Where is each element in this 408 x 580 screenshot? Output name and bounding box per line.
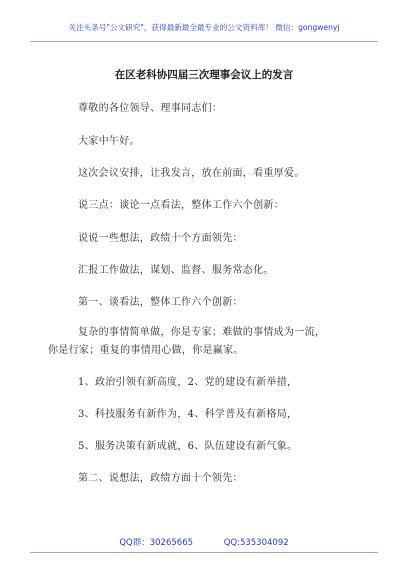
paragraph: 这次会议安排，让我发言，放在前面，看重厚爱。 — [78, 168, 305, 179]
header-notice: 关注头条号"公文研究"，获得最新最全最专业的公文资料库！ 微信：gongwenyj — [68, 23, 340, 32]
section-heading: 第二、说想法，政绩方面十个领先： — [78, 473, 243, 484]
list-item: 5、服务决策有新成就，6、队伍建设有新气象。 — [78, 441, 298, 452]
wrapped-line-2: 你是行家；重复的事情用心做，你是赢家。 — [48, 345, 244, 356]
paragraph: 说三点：谈论一点看法，整体工作六个创新： — [78, 200, 284, 211]
greeting: 大家中午好。 — [78, 136, 140, 147]
paragraph: 汇报工作做法，谋划、监督、服务常态化。 — [78, 265, 274, 276]
wrapped-line-1: 复杂的事情简单做，你是专家；难做的事情成为一流， — [78, 327, 326, 338]
footer-divider — [30, 552, 378, 553]
footer-qq-group: QQ群：30265665 — [119, 538, 194, 548]
section-heading: 第一、谈看法，整体工作六个创新： — [78, 297, 243, 308]
document-title: 在区老科协四届三次理事会议上的发言 — [114, 69, 294, 81]
paragraph: 说说一些想法，政绩十个方面领先： — [78, 233, 243, 244]
footer — [0, 536, 408, 548]
salutation: 尊敬的各位领导、理事同志们： — [78, 103, 223, 114]
footer-qq: QQ:535304092 — [223, 538, 289, 548]
list-item: 3、科技服务有新作为，4、科学普及有新格局， — [78, 409, 298, 420]
wrapped-paragraph — [48, 324, 358, 360]
list-item: 1、政治引领有新高度，2、党的建设有新举措， — [78, 377, 298, 388]
header-divider — [30, 41, 378, 42]
